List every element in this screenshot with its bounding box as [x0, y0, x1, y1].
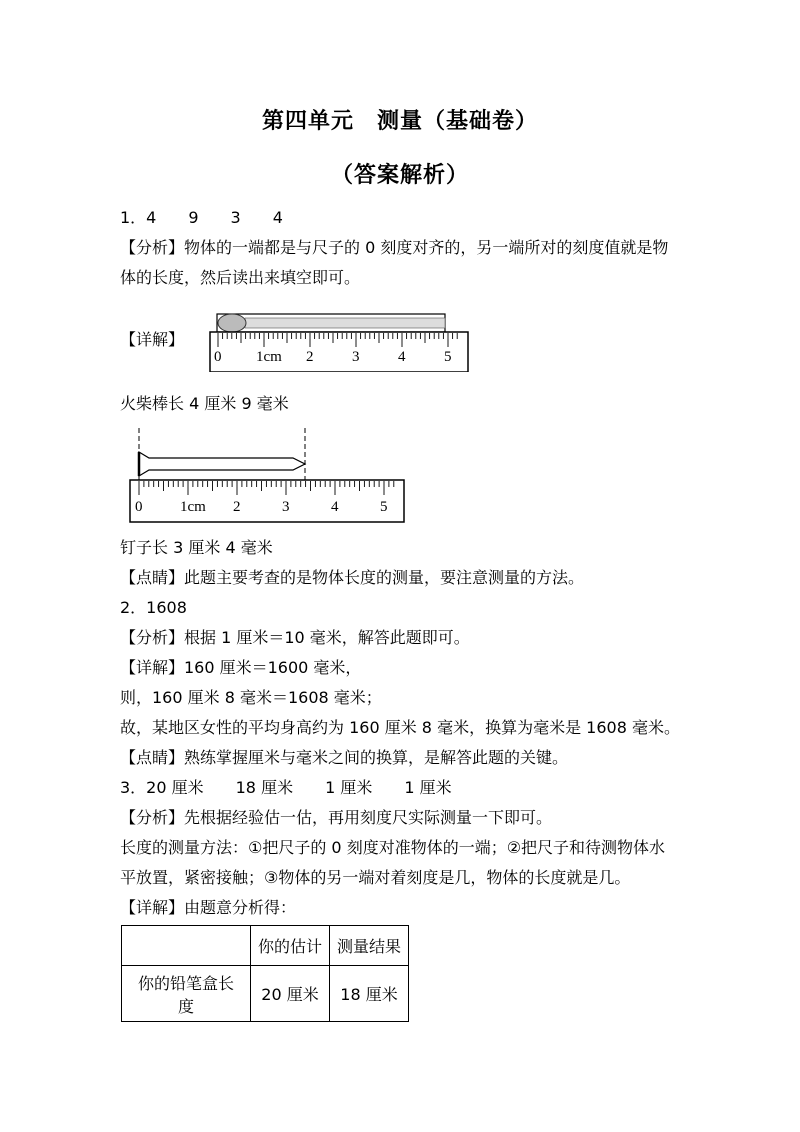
- ruler-label: 3: [352, 349, 360, 365]
- ruler-label: 5: [444, 349, 452, 365]
- q2-analysis: 【分析】根据 1 厘米＝10 毫米，解答此题即可。: [120, 628, 470, 647]
- ruler-label: 4: [398, 349, 406, 365]
- q1-analysis: 【分析】物体的一端都是与尺子的 0 刻度对齐的，另一端所对的刻度值就是物: [120, 238, 669, 257]
- q2-detail-1: 【详解】160 厘米＝1600 毫米，: [120, 658, 362, 677]
- match-head-icon: [218, 314, 246, 332]
- table-row-label-line2: 度: [177, 996, 194, 1016]
- ruler-nail-figure: [125, 426, 410, 524]
- table-row: [122, 966, 409, 1022]
- estimate-table: [121, 925, 409, 1022]
- ruler-matchstick-figure: [205, 308, 470, 372]
- q2-detail-3: 故，某地区女性的平均身高约为 160 厘米 8 毫米，换算为毫米是 1608 毫米。: [120, 718, 680, 737]
- q3-method-1: 长度的测量方法：①把尺子的 0 刻度对准物体的一端；②把尺子和待测物体水: [120, 838, 666, 857]
- doc-title: 第四单元 测量（基础卷）: [261, 109, 538, 134]
- q1-detail-label: 【详解】: [120, 330, 185, 349]
- ruler-label: 1cm: [256, 349, 282, 365]
- q3-method-2: 平放置，紧密接触；③物体的另一端对着刻度是几，物体的长度就是几。: [120, 868, 631, 887]
- table-cell-result: 18 厘米: [330, 966, 409, 1022]
- ruler-label: 1cm: [180, 499, 206, 515]
- ruler-label: 0: [214, 349, 222, 365]
- q1-tip: 【点睛】此题主要考查的是物体长度的测量，要注意测量的方法。: [120, 568, 585, 587]
- q2-answer: 2．1608: [120, 598, 187, 617]
- ruler-label: 2: [233, 499, 241, 515]
- ruler-label: 3: [282, 499, 290, 515]
- table-header-empty: [122, 926, 251, 966]
- q1-answer: 1．4 9 3 4: [120, 208, 283, 227]
- table-header-row: [122, 926, 409, 966]
- ruler-label: 2: [306, 349, 314, 365]
- q3-detail: 【详解】由题意分析得：: [120, 898, 297, 917]
- q3-analysis: 【分析】先根据经验估一估，再用刻度尺实际测量一下即可。: [120, 808, 553, 827]
- table-cell-estimate: 20 厘米: [251, 966, 330, 1022]
- table-header-estimate: 你的估计: [251, 926, 330, 966]
- ruler-label: 5: [380, 499, 388, 515]
- q2-tip: 【点睛】熟练掌握厘米与毫米之间的换算，是解答此题的关键。: [120, 748, 569, 767]
- q2-detail-2: 则，160 厘米 8 毫米＝1608 毫米；: [120, 688, 382, 707]
- ruler-label: 4: [331, 499, 339, 515]
- q1-analysis-cont: 体的长度，然后读出来填空即可。: [120, 268, 361, 287]
- match-result: 火柴棒长 4 厘米 9 毫米: [120, 394, 289, 413]
- ruler-label: 0: [135, 499, 143, 515]
- q3-answer: 3．20 厘米 18 厘米 1 厘米 1 厘米: [120, 778, 452, 797]
- nail-icon: [139, 452, 305, 476]
- table-header-result: 测量结果: [330, 926, 409, 966]
- table-row-label-line1: 你的铅笔盒长: [137, 973, 234, 993]
- table-row-label: [122, 966, 251, 1022]
- doc-subtitle: （答案解析）: [330, 163, 469, 188]
- nail-result: 钉子长 3 厘米 4 毫米: [120, 538, 273, 557]
